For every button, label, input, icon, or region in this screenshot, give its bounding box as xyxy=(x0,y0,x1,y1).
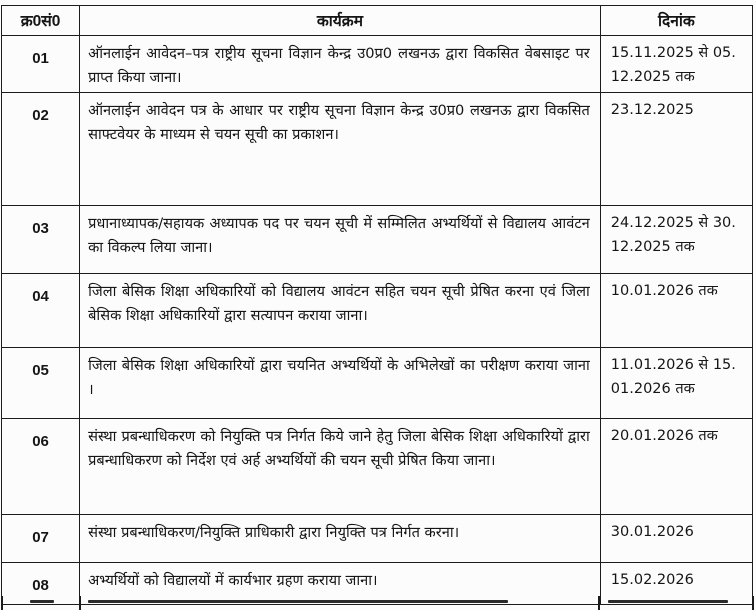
row-program: ऑनलाईन आवेदन–पत्र राष्ट्रीय सूचना विज्ञान केन्द्र उ0प्र0 लखनऊ द्वारा विकसित वेबसाइट पर प्राप्त किया जाना। xyxy=(80,36,601,93)
cropped-border xyxy=(79,596,81,610)
row-serial: 08 xyxy=(2,563,80,605)
table-row xyxy=(2,515,753,563)
row-date: 11.01.2026 से 15. 01.2026 तक xyxy=(600,348,752,419)
row-program: अभ्यर्थियों को विद्यालयों में कार्यभार ग्रहण कराया जाना। xyxy=(80,563,601,605)
table-row xyxy=(2,348,753,419)
row-date: 30.01.2026 xyxy=(600,515,752,563)
cropped-border xyxy=(598,596,600,610)
row-date: 10.01.2026 तक xyxy=(600,274,752,348)
row-serial: 05 xyxy=(2,348,80,419)
table-row xyxy=(2,206,753,274)
row-serial: 02 xyxy=(2,93,80,206)
row-serial: 01 xyxy=(2,36,80,93)
table-row xyxy=(2,274,753,348)
row-program: संस्था प्रबन्धाधिकरण को नियुक्ति पत्र निर्गत किये जाने हेतु जिला बेसिक शिक्षा अधिकारियों द्वारा प्रबन्धाधिकरण को निर्देश एवं अर्ह अभ्यर्थियों की चयन सूची प्रेषित किया जाना। xyxy=(80,419,601,515)
cropped-border xyxy=(1,596,3,610)
table-header-row xyxy=(2,6,753,36)
table-row xyxy=(2,93,753,206)
row-serial: 07 xyxy=(2,515,80,563)
row-date: 20.01.2026 तक xyxy=(600,419,752,515)
row-program: जिला बेसिक शिक्षा अधिकारियों द्वारा चयनित अभ्यर्थियों के अभिलेखों का परीक्षण कराया जाना । xyxy=(80,348,601,419)
cropped-text-fragment xyxy=(88,600,508,603)
table-row xyxy=(2,36,753,93)
row-program: प्रधानाध्यापक/सहायक अध्यापक पद पर चयन सूची में सम्मिलित अभ्यर्थियों से विद्यालय आवंटन का विकल्प लिया जाना। xyxy=(80,206,601,274)
schedule-table xyxy=(1,5,753,605)
header-date: दिनांक xyxy=(600,6,752,36)
row-date: 15.02.2026 xyxy=(600,563,752,605)
header-serial: क्र0सं0 xyxy=(2,6,80,36)
row-serial: 06 xyxy=(2,419,80,515)
row-date: 23.12.2025 xyxy=(600,93,752,206)
row-program: ऑनलाईन आवेदन पत्र के आधार पर राष्ट्रीय सूचना विज्ञान केन्द्र उ0प्र0 लखनऊ द्वारा विकसित साफ्टवेयर के माध्यम से चयन सूची का प्रकाशन। xyxy=(80,93,601,206)
header-program: कार्यक्रम xyxy=(80,6,601,36)
row-program: जिला बेसिक शिक्षा अधिकारियों को विद्यालय आवंटन सहित चयन सूची प्रेषित करना एवं जिला बेसिक शिक्षा अधिकारियों द्वारा सत्यापन कराया जाना। xyxy=(80,274,601,348)
table-row xyxy=(2,419,753,515)
cropped-row-edge xyxy=(0,596,756,610)
row-serial: 04 xyxy=(2,274,80,348)
row-program: संस्था प्रबन्धाधिकरण/नियुक्ति प्राधिकारी द्वारा नियुक्ति पत्र निर्गत करना। xyxy=(80,515,601,563)
cropped-text-fragment xyxy=(30,600,54,603)
cropped-text-fragment xyxy=(608,600,728,603)
cropped-border xyxy=(752,596,754,610)
row-date: 24.12.2025 से 30. 12.2025 तक xyxy=(600,206,752,274)
row-serial: 03 xyxy=(2,206,80,274)
row-date: 15.11.2025 से 05. 12.2025 तक xyxy=(600,36,752,93)
cropped-next-row xyxy=(0,596,756,610)
